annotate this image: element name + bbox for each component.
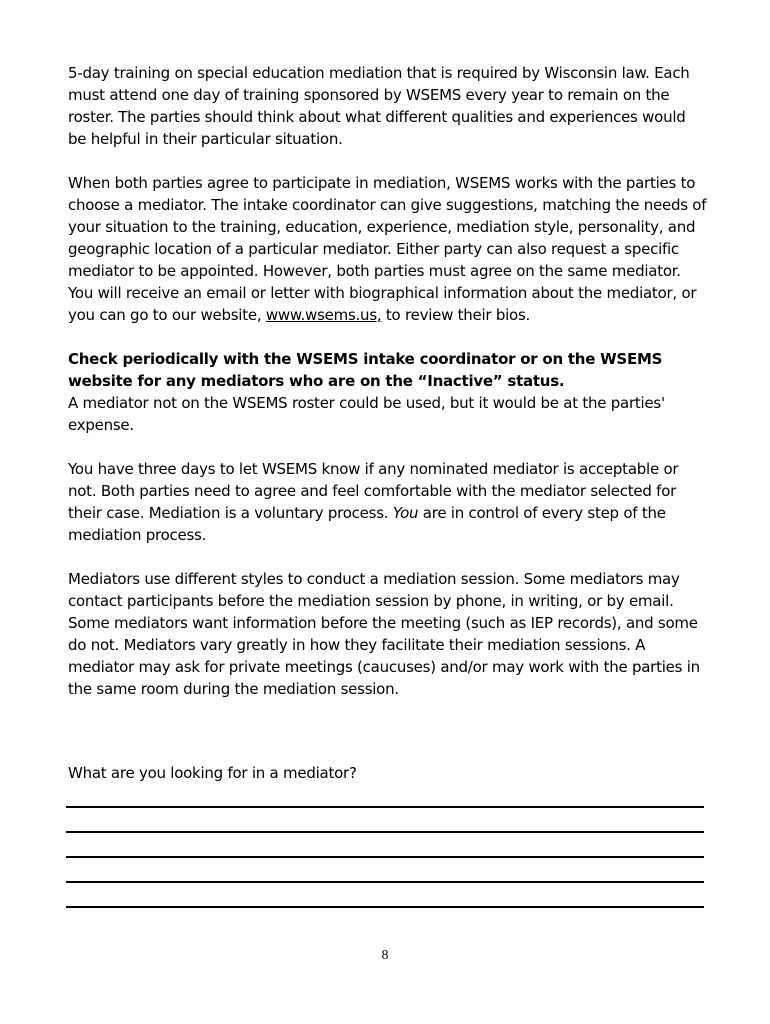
paragraph-choosing-mediator	[68, 172, 708, 326]
paragraph-choosing-mediator-text: When both parties agree to participate in mediation, WSEMS works with the parties to choose a mediator. The intake coordinator can give suggestions, matching the needs of your situation to the training, education, experience, mediation style, personality, and geographic location of a particular mediator. Either party can also request a specific mediator to be appointed. However, both parties must agree on the same mediator. You will receive an email or letter with biographical information about the mediator, or you can go to our website,	[68, 174, 707, 324]
paragraph-inactive-status	[68, 348, 708, 436]
paragraph-training: 5-day training on special education mediation that is required by Wisconsin law. Each must attend one day of training sponsored by WSEMS every year to remain on the roster. The parties should think about what different qualities and experiences would be helpful in their particular situation.	[68, 64, 690, 148]
answer-line[interactable]	[66, 831, 704, 833]
document-body	[68, 62, 708, 722]
roster-expense-text: A mediator not on the WSEMS roster could be used, but it would be at the parties' expense.	[68, 394, 665, 434]
answer-line[interactable]	[66, 881, 704, 883]
paragraph-three-days	[68, 458, 708, 546]
question-prompt: What are you looking for in a mediator?	[68, 764, 357, 782]
page-number: 8	[381, 948, 389, 963]
answer-line[interactable]	[66, 856, 704, 858]
answer-line[interactable]	[66, 906, 704, 908]
paragraph-mediator-styles: Mediators use different styles to conduct a mediation session. Some mediators may contact participants before the mediation session by phone, in writing, or by email. Some mediators want information before the meeting (such as IEP records), and some do not. Mediators vary greatly in how they facilitate their mediation sessions. A mediator may ask for private meetings (caucuses) and/or may work with the parties in the same room during the mediation session.	[68, 570, 700, 698]
answer-line[interactable]	[66, 806, 704, 808]
emphasis-you: You	[392, 504, 419, 522]
website-link[interactable]: www.wsems.us,	[265, 306, 382, 324]
paragraph-three-days-text: You have three days to let WSEMS know if any nominated mediator is acceptable or not. Both parties need to agree and feel comfortable with the mediator selected for their case. Mediation is a voluntary process.	[68, 460, 679, 522]
paragraph-three-days-end: are in control of every step of the mediation process.	[68, 504, 666, 544]
inactive-status-notice: Check periodically with the WSEMS intake coordinator or on the WSEMS website for any mediators who are on the “Inactive” status.	[68, 350, 663, 390]
answer-lines	[66, 806, 704, 931]
paragraph-choosing-mediator-end: to review their bios.	[381, 306, 531, 324]
